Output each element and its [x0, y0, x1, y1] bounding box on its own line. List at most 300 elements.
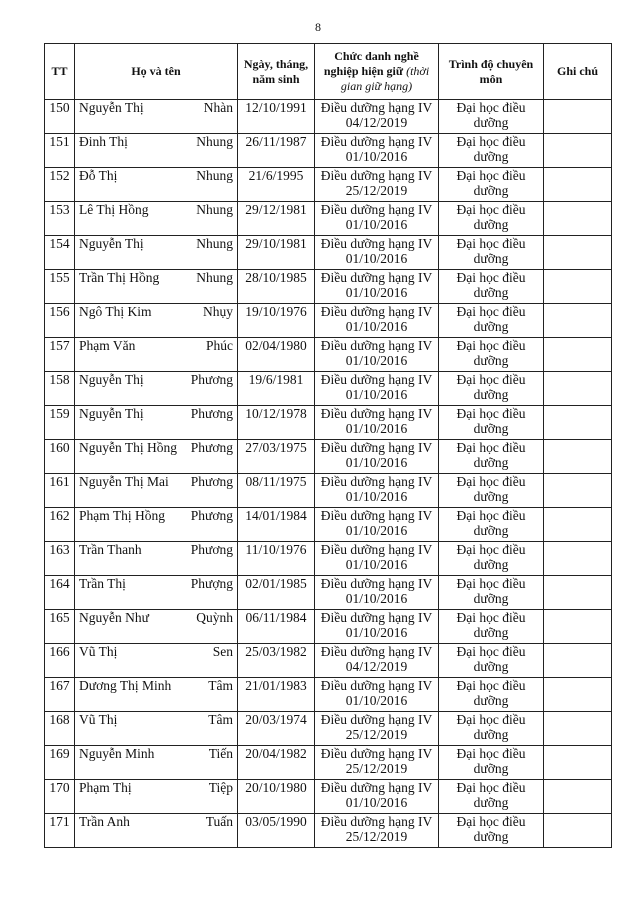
cell-dob: 19/6/1981	[238, 372, 315, 406]
cell-title-date: 25/12/2019	[345, 829, 408, 844]
cell-edu-line1: Đại học điều	[456, 236, 526, 251]
cell-given-name: Nhung	[196, 270, 233, 285]
cell-tt: 163	[45, 542, 75, 576]
cell-title-rank: Điều dưỡng hạng IV	[320, 168, 433, 183]
cell-tt: 151	[45, 134, 75, 168]
table-row	[45, 780, 612, 814]
cell-edu	[439, 644, 544, 678]
cell-tt: 154	[45, 236, 75, 270]
header-title-line1: Chức danh nghề	[334, 49, 419, 63]
cell-given-name: Nhung	[196, 134, 233, 149]
table-row	[45, 338, 612, 372]
cell-title	[315, 644, 439, 678]
cell-given-name: Tâm	[208, 712, 233, 727]
cell-given-name: Phượng	[190, 576, 233, 591]
cell-edu-line1: Đại học điều	[456, 678, 526, 693]
cell-name	[75, 644, 238, 678]
cell-given-name: Tâm	[208, 678, 233, 693]
cell-family-name: Trần Thị Hồng	[79, 270, 160, 285]
cell-title-rank: Điều dưỡng hạng IV	[320, 202, 433, 217]
cell-title-rank: Điều dưỡng hạng IV	[320, 746, 433, 761]
cell-title-date: 01/10/2016	[345, 421, 408, 436]
cell-title-date: 01/10/2016	[345, 353, 408, 368]
header-dob-line2: năm sinh	[252, 71, 300, 86]
cell-dob: 29/12/1981	[238, 202, 315, 236]
cell-title-date: 01/10/2016	[345, 625, 408, 640]
cell-note	[544, 780, 612, 814]
cell-title-date: 01/10/2016	[345, 557, 408, 572]
cell-tt: 162	[45, 508, 75, 542]
cell-name	[75, 678, 238, 712]
cell-name	[75, 508, 238, 542]
cell-note	[544, 134, 612, 168]
cell-name	[75, 270, 238, 304]
cell-tt: 155	[45, 270, 75, 304]
table-row	[45, 134, 612, 168]
cell-dob: 11/10/1976	[238, 542, 315, 576]
cell-dob: 12/10/1991	[238, 100, 315, 134]
cell-name	[75, 202, 238, 236]
cell-given-name: Phương	[190, 406, 233, 421]
cell-edu	[439, 440, 544, 474]
cell-tt: 150	[45, 100, 75, 134]
cell-name	[75, 610, 238, 644]
header-edu-line1: Trình độ chuyên	[448, 56, 534, 71]
cell-note	[544, 610, 612, 644]
cell-note	[544, 542, 612, 576]
cell-note	[544, 474, 612, 508]
cell-tt: 167	[45, 678, 75, 712]
header-tt: TT	[45, 44, 75, 100]
cell-name	[75, 304, 238, 338]
cell-title-date: 25/12/2019	[345, 761, 408, 776]
cell-dob: 02/04/1980	[238, 338, 315, 372]
cell-edu	[439, 712, 544, 746]
cell-family-name: Nguyễn Như	[79, 610, 149, 625]
cell-edu	[439, 542, 544, 576]
cell-edu-line2: dưỡng	[473, 455, 509, 470]
cell-name	[75, 236, 238, 270]
cell-title-date: 01/10/2016	[345, 489, 408, 504]
cell-family-name: Vũ Thị	[79, 644, 118, 659]
cell-edu-line2: dưỡng	[473, 353, 509, 368]
cell-title-rank: Điều dưỡng hạng IV	[320, 236, 433, 251]
header-title-line2-italic: (thời	[406, 64, 430, 78]
cell-edu-line1: Đại học điều	[456, 202, 526, 217]
cell-title-date: 25/12/2019	[345, 727, 408, 742]
cell-family-name: Đỗ Thị	[79, 168, 118, 183]
cell-given-name: Phương	[190, 542, 233, 557]
cell-edu-line2: dưỡng	[473, 217, 509, 232]
table-row	[45, 610, 612, 644]
cell-dob: 29/10/1981	[238, 236, 315, 270]
cell-family-name: Dương Thị Minh	[79, 678, 172, 693]
cell-title-date: 01/10/2016	[345, 285, 408, 300]
cell-edu-line1: Đại học điều	[456, 372, 526, 387]
cell-given-name: Nhụy	[203, 304, 233, 319]
cell-title-date: 01/10/2016	[345, 251, 408, 266]
cell-edu-line1: Đại học điều	[456, 338, 526, 353]
cell-edu	[439, 202, 544, 236]
table-row	[45, 712, 612, 746]
cell-tt: 161	[45, 474, 75, 508]
cell-dob: 20/03/1974	[238, 712, 315, 746]
cell-edu	[439, 372, 544, 406]
cell-family-name: Nguyễn Thị	[79, 406, 144, 421]
table-header-row	[45, 44, 612, 100]
cell-tt: 160	[45, 440, 75, 474]
cell-title-rank: Điều dưỡng hạng IV	[320, 780, 433, 795]
cell-title	[315, 610, 439, 644]
cell-family-name: Nguyễn Minh	[79, 746, 155, 761]
cell-note	[544, 304, 612, 338]
cell-title-rank: Điều dưỡng hạng IV	[320, 372, 433, 387]
cell-family-name: Nguyễn Thị	[79, 372, 144, 387]
cell-title-date: 04/12/2019	[345, 659, 408, 674]
cell-title-rank: Điều dưỡng hạng IV	[320, 304, 433, 319]
page-number: 8	[315, 20, 321, 34]
cell-edu	[439, 746, 544, 780]
header-edu-line2: môn	[479, 71, 503, 86]
staff-table	[44, 43, 612, 848]
cell-edu	[439, 780, 544, 814]
cell-note	[544, 712, 612, 746]
cell-title	[315, 814, 439, 848]
cell-given-name: Quỳnh	[196, 610, 233, 625]
table-row	[45, 168, 612, 202]
cell-edu	[439, 406, 544, 440]
cell-note	[544, 270, 612, 304]
cell-title	[315, 576, 439, 610]
table-row	[45, 576, 612, 610]
cell-title	[315, 746, 439, 780]
cell-title	[315, 474, 439, 508]
cell-given-name: Phúc	[206, 338, 233, 353]
cell-title-date: 25/12/2019	[345, 183, 408, 198]
cell-name	[75, 712, 238, 746]
cell-family-name: Trần Anh	[79, 814, 130, 829]
cell-dob: 25/03/1982	[238, 644, 315, 678]
cell-note	[544, 746, 612, 780]
cell-title-rank: Điều dưỡng hạng IV	[320, 270, 433, 285]
cell-family-name: Nguyễn Thị	[79, 100, 144, 115]
header-dob	[238, 44, 315, 100]
cell-dob: 14/01/1984	[238, 508, 315, 542]
table-row	[45, 746, 612, 780]
cell-edu-line1: Đại học điều	[456, 746, 526, 761]
table-row	[45, 270, 612, 304]
cell-title-date: 01/10/2016	[345, 455, 408, 470]
cell-title	[315, 270, 439, 304]
cell-given-name: Phương	[190, 508, 233, 523]
cell-edu-line1: Đại học điều	[456, 168, 526, 183]
cell-edu-line2: dưỡng	[473, 251, 509, 266]
cell-tt: 159	[45, 406, 75, 440]
cell-edu-line2: dưỡng	[473, 829, 509, 844]
cell-given-name: Phương	[190, 372, 233, 387]
cell-title-date: 04/12/2019	[345, 115, 408, 130]
cell-edu-line2: dưỡng	[473, 795, 509, 810]
cell-note	[544, 338, 612, 372]
cell-note	[544, 644, 612, 678]
cell-tt: 170	[45, 780, 75, 814]
cell-title-rank: Điều dưỡng hạng IV	[320, 644, 433, 659]
cell-note	[544, 814, 612, 848]
cell-title-rank: Điều dưỡng hạng IV	[320, 100, 433, 115]
cell-edu-line1: Đại học điều	[456, 474, 526, 489]
cell-title	[315, 372, 439, 406]
cell-title	[315, 236, 439, 270]
table-row	[45, 440, 612, 474]
table-row	[45, 406, 612, 440]
cell-edu-line2: dưỡng	[473, 761, 509, 776]
cell-name	[75, 746, 238, 780]
cell-title-rank: Điều dưỡng hạng IV	[320, 440, 433, 455]
cell-dob: 26/11/1987	[238, 134, 315, 168]
cell-given-name: Tiệp	[208, 780, 233, 795]
cell-title-rank: Điều dưỡng hạng IV	[320, 338, 433, 353]
cell-edu	[439, 270, 544, 304]
cell-edu	[439, 134, 544, 168]
cell-note	[544, 100, 612, 134]
table-row	[45, 236, 612, 270]
header-dob-line1: Ngày, tháng,	[243, 56, 309, 71]
cell-dob: 10/12/1978	[238, 406, 315, 440]
cell-title-date: 01/10/2016	[345, 217, 408, 232]
cell-edu	[439, 168, 544, 202]
cell-edu-line1: Đại học điều	[456, 644, 526, 659]
cell-note	[544, 168, 612, 202]
cell-tt: 156	[45, 304, 75, 338]
cell-edu-line1: Đại học điều	[456, 440, 526, 455]
cell-family-name: Đinh Thị	[79, 134, 128, 149]
table-row	[45, 542, 612, 576]
cell-tt: 171	[45, 814, 75, 848]
cell-title-rank: Điều dưỡng hạng IV	[320, 712, 433, 727]
cell-note	[544, 508, 612, 542]
cell-tt: 157	[45, 338, 75, 372]
cell-edu-line1: Đại học điều	[456, 576, 526, 591]
cell-dob: 08/11/1975	[238, 474, 315, 508]
cell-given-name: Phương	[190, 474, 233, 489]
cell-name	[75, 134, 238, 168]
cell-edu-line2: dưỡng	[473, 115, 509, 130]
cell-edu-line2: dưỡng	[473, 693, 509, 708]
cell-tt: 152	[45, 168, 75, 202]
cell-edu-line2: dưỡng	[473, 727, 509, 742]
cell-edu-line2: dưỡng	[473, 183, 509, 198]
cell-edu-line1: Đại học điều	[456, 814, 526, 829]
cell-note	[544, 678, 612, 712]
cell-title	[315, 100, 439, 134]
cell-given-name: Sen	[212, 644, 233, 659]
cell-title	[315, 508, 439, 542]
cell-edu-line2: dưỡng	[473, 591, 509, 606]
cell-dob: 27/03/1975	[238, 440, 315, 474]
cell-title-date: 01/10/2016	[345, 591, 408, 606]
cell-name	[75, 168, 238, 202]
cell-title	[315, 780, 439, 814]
cell-edu-line1: Đại học điều	[456, 780, 526, 795]
cell-name	[75, 780, 238, 814]
cell-given-name: Tiến	[208, 746, 233, 761]
cell-dob: 03/05/1990	[238, 814, 315, 848]
cell-edu	[439, 474, 544, 508]
cell-dob: 19/10/1976	[238, 304, 315, 338]
cell-family-name: Nguyễn Thị	[79, 236, 144, 251]
cell-given-name: Nhung	[196, 202, 233, 217]
cell-name	[75, 372, 238, 406]
cell-edu-line2: dưỡng	[473, 319, 509, 334]
cell-name	[75, 474, 238, 508]
cell-note	[544, 576, 612, 610]
cell-note	[544, 406, 612, 440]
cell-name	[75, 576, 238, 610]
cell-title-rank: Điều dưỡng hạng IV	[320, 610, 433, 625]
cell-edu-line1: Đại học điều	[456, 304, 526, 319]
cell-given-name: Nhung	[196, 168, 233, 183]
cell-name	[75, 814, 238, 848]
cell-title	[315, 338, 439, 372]
header-note: Ghi chú	[544, 44, 612, 100]
cell-title	[315, 202, 439, 236]
cell-name	[75, 100, 238, 134]
cell-family-name: Phạm Văn	[79, 338, 136, 353]
table-row	[45, 474, 612, 508]
cell-edu-line2: dưỡng	[473, 149, 509, 164]
header-name: Họ và tên	[75, 44, 238, 100]
cell-dob: 21/01/1983	[238, 678, 315, 712]
cell-edu-line1: Đại học điều	[456, 134, 526, 149]
cell-dob: 02/01/1985	[238, 576, 315, 610]
cell-title-rank: Điều dưỡng hạng IV	[320, 678, 433, 693]
table-row	[45, 372, 612, 406]
cell-edu-line1: Đại học điều	[456, 270, 526, 285]
cell-title-date: 01/10/2016	[345, 149, 408, 164]
cell-edu-line2: dưỡng	[473, 557, 509, 572]
cell-title-rank: Điều dưỡng hạng IV	[320, 474, 433, 489]
header-title	[315, 44, 439, 100]
cell-family-name: Phạm Thị Hồng	[79, 508, 166, 523]
cell-note	[544, 202, 612, 236]
cell-edu-line1: Đại học điều	[456, 610, 526, 625]
cell-title-date: 01/10/2016	[345, 693, 408, 708]
cell-title-rank: Điều dưỡng hạng IV	[320, 814, 433, 829]
cell-edu	[439, 508, 544, 542]
cell-title	[315, 134, 439, 168]
cell-family-name: Lê Thị Hồng	[79, 202, 149, 217]
header-title-line2: nghiệp hiện giữ	[323, 64, 404, 78]
cell-dob: 28/10/1985	[238, 270, 315, 304]
cell-edu-line1: Đại học điều	[456, 542, 526, 557]
cell-given-name: Tuấn	[205, 814, 233, 829]
cell-title-rank: Điều dưỡng hạng IV	[320, 406, 433, 421]
cell-edu	[439, 100, 544, 134]
cell-title-date: 01/10/2016	[345, 795, 408, 810]
cell-title	[315, 712, 439, 746]
table-row	[45, 100, 612, 134]
cell-title	[315, 304, 439, 338]
cell-name	[75, 338, 238, 372]
cell-edu-line1: Đại học điều	[456, 100, 526, 115]
cell-title	[315, 406, 439, 440]
cell-tt: 165	[45, 610, 75, 644]
cell-given-name: Nhung	[196, 236, 233, 251]
cell-title	[315, 542, 439, 576]
cell-title-date: 01/10/2016	[345, 319, 408, 334]
cell-title	[315, 440, 439, 474]
cell-dob: 20/10/1980	[238, 780, 315, 814]
cell-edu-line2: dưỡng	[473, 523, 509, 538]
cell-title-rank: Điều dưỡng hạng IV	[320, 134, 433, 149]
cell-edu	[439, 338, 544, 372]
cell-name	[75, 406, 238, 440]
cell-note	[544, 372, 612, 406]
cell-family-name: Phạm Thị	[79, 780, 132, 795]
cell-tt: 153	[45, 202, 75, 236]
cell-edu-line2: dưỡng	[473, 625, 509, 640]
cell-edu-line2: dưỡng	[473, 489, 509, 504]
cell-tt: 168	[45, 712, 75, 746]
cell-title-rank: Điều dưỡng hạng IV	[320, 508, 433, 523]
cell-tt: 164	[45, 576, 75, 610]
cell-edu	[439, 236, 544, 270]
cell-edu-line2: dưỡng	[473, 659, 509, 674]
cell-dob: 21/6/1995	[238, 168, 315, 202]
cell-note	[544, 236, 612, 270]
table-row	[45, 814, 612, 848]
cell-edu	[439, 576, 544, 610]
cell-title-rank: Điều dưỡng hạng IV	[320, 542, 433, 557]
header-title-line3: gian giữ hạng)	[340, 79, 413, 93]
cell-given-name: Nhàn	[203, 100, 233, 115]
cell-tt: 158	[45, 372, 75, 406]
cell-edu-line1: Đại học điều	[456, 508, 526, 523]
header-edu	[439, 44, 544, 100]
cell-title	[315, 678, 439, 712]
cell-title-date: 01/10/2016	[345, 523, 408, 538]
cell-edu-line1: Đại học điều	[456, 406, 526, 421]
cell-edu	[439, 304, 544, 338]
cell-edu-line1: Đại học điều	[456, 712, 526, 727]
cell-title-rank: Điều dưỡng hạng IV	[320, 576, 433, 591]
cell-edu-line2: dưỡng	[473, 387, 509, 402]
cell-family-name: Vũ Thị	[79, 712, 118, 727]
cell-edu	[439, 610, 544, 644]
table-row	[45, 644, 612, 678]
cell-name	[75, 542, 238, 576]
cell-dob: 20/04/1982	[238, 746, 315, 780]
cell-family-name: Trần Thanh	[79, 542, 142, 557]
cell-note	[544, 440, 612, 474]
cell-tt: 166	[45, 644, 75, 678]
table-row	[45, 678, 612, 712]
cell-edu-line2: dưỡng	[473, 285, 509, 300]
cell-tt: 169	[45, 746, 75, 780]
table-row	[45, 508, 612, 542]
table-row	[45, 202, 612, 236]
cell-family-name: Nguyễn Thị Mai	[79, 474, 169, 489]
cell-family-name: Trần Thị	[79, 576, 126, 591]
cell-dob: 06/11/1984	[238, 610, 315, 644]
cell-title-date: 01/10/2016	[345, 387, 408, 402]
cell-edu	[439, 678, 544, 712]
cell-edu-line2: dưỡng	[473, 421, 509, 436]
cell-name	[75, 440, 238, 474]
table-row	[45, 304, 612, 338]
cell-family-name: Ngô Thị Kim	[79, 304, 152, 319]
cell-edu	[439, 814, 544, 848]
